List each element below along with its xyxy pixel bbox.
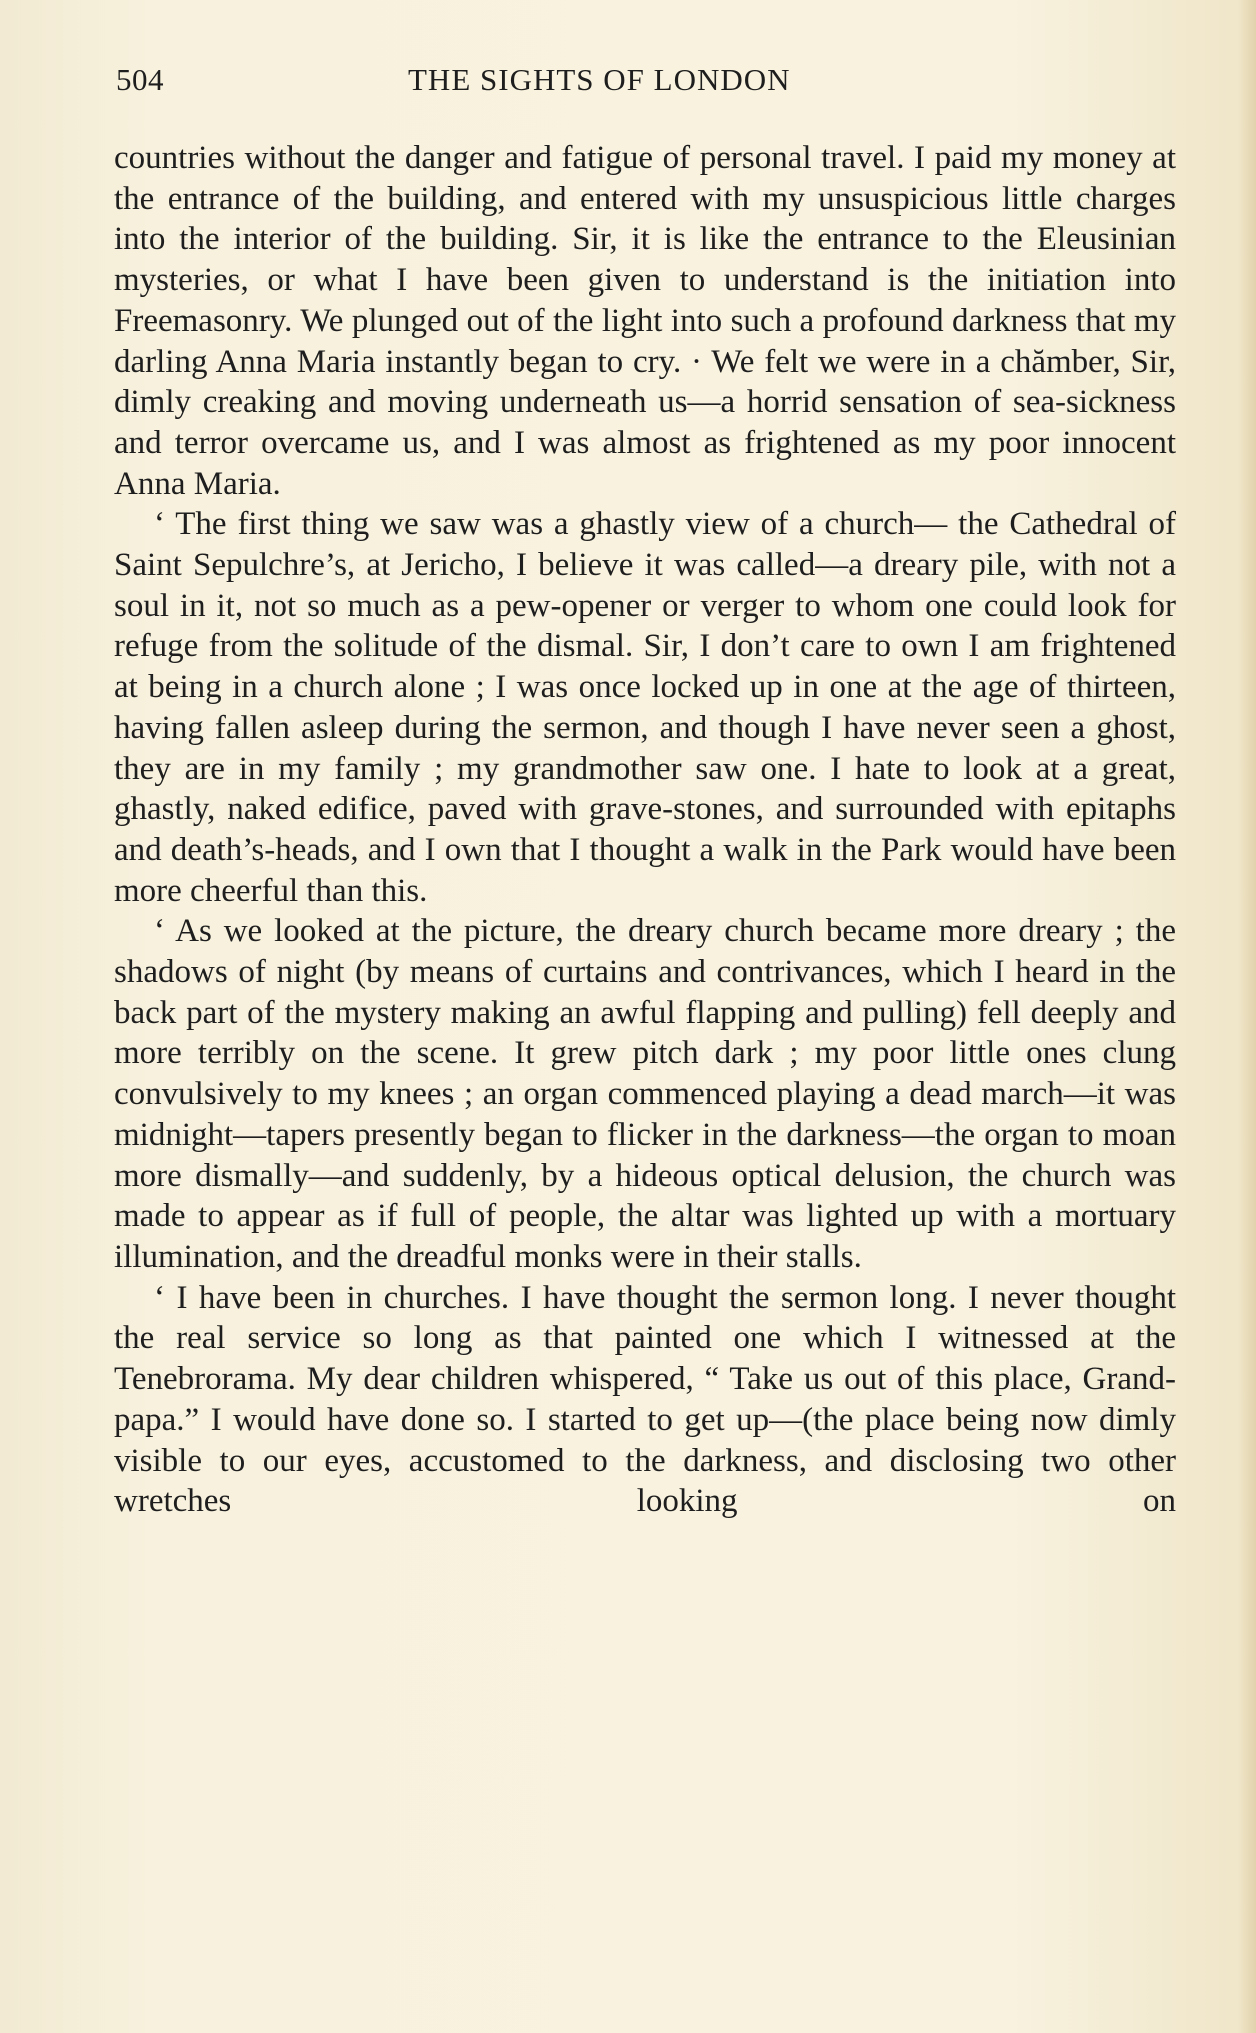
page-number: 504	[116, 62, 164, 97]
page-edge-shadow	[1238, 0, 1256, 2033]
body-text	[114, 138, 1176, 1522]
running-title: THE SIGHTS OF LONDON	[408, 62, 791, 97]
running-header	[116, 62, 1176, 108]
paragraph-3: ‘ As we looked at the picture, the dreary church became more dreary ; the shadows of night (by means of curtains and contrivances, which I heard in the back part of the mystery making an awful flapping and pulling) fell deeply and more terribly on the scene. It grew pitch dark ; my poor little ones clung convulsively to my knees ; an organ commenced playing a dead march—it was midnight—tapers presently began to flicker in the darkness—the organ to moan more dismally—and suddenly, by a hideous optical delusion, the church was made to appear as if full of people, the altar was lighted up with a mortuary illumination, and the dreadful monks were in their stalls.	[114, 913, 1176, 1275]
paragraph-1: countries without the danger and fatigue of personal travel. I paid my money at the entrance of the building, and entered with my unsuspicious little charges into the interior of the building. Sir, it is like the entrance to the Eleusinian mysteries, or what I have been given to understand is the initiation into Freemasonry. We plunged out of the light into such a profound darkness that my darling Anna Maria instantly began to cry. · We felt we were in a chămber, Sir, dimly creaking and moving underneath us—a horrid sensation of sea-sickness and terror overcame us, and I was almost as frightened as my poor innocent Anna Maria.	[114, 140, 1176, 502]
paragraph-2: ‘ The first thing we saw was a ghastly view of a church— the Cathedral of Saint Sepulchre’s, at Jericho, I believe it was called—a dreary pile, with not a soul in it, not so much as a pew-opener or verger to whom one could look for refuge from the solitude of the dismal. Sir, I don’t care to own I am frightened at being in a church alone ; I was once locked up in one at the age of thirteen, having fallen asleep during the sermon, and though I have never seen a ghost, they are in my family ; my grandmother saw one. I hate to look at a great, ghastly, naked edifice, paved with grave-stones, and surrounded with epitaphs and death’s-heads, and I own that I thought a walk in the Park would have been more cheerful than this.	[114, 506, 1176, 909]
paragraph-4: ‘ I have been in churches. I have thought the sermon long. I never thought the real service so long as that painted one which I witnessed at the Tenebrorama. My dear children whispered, “ Take us out of this place, Grand-papa.” I would have done so. I started to get up—(the place being now dimly visible to our eyes, accustomed to the darkness, and disclosing two other wretches looking on	[114, 1279, 1176, 1520]
